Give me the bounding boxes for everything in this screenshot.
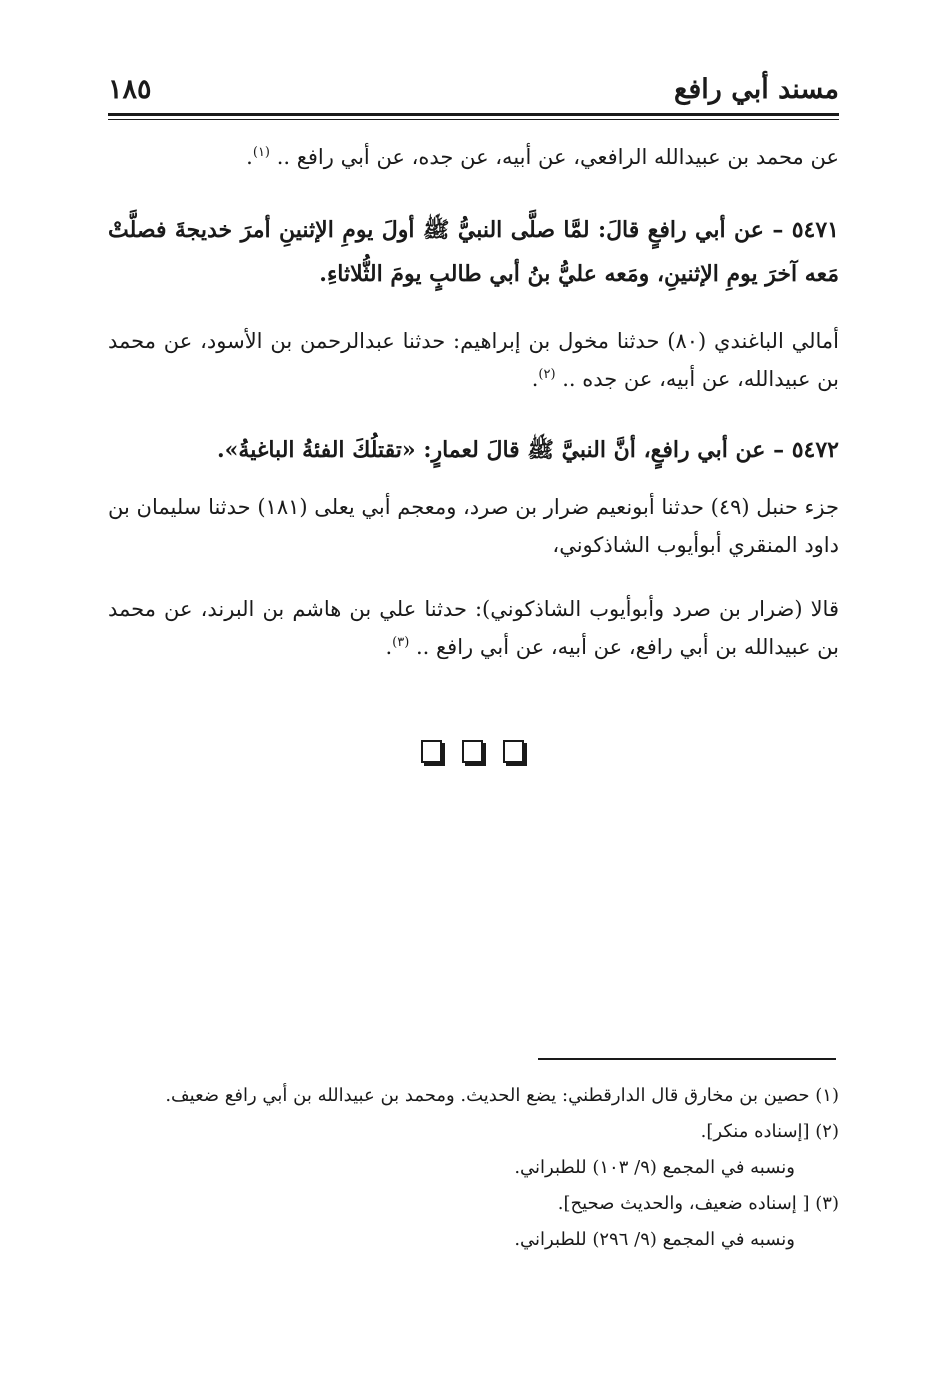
footnote-divider <box>538 1058 836 1060</box>
separator-box-icon <box>503 740 524 763</box>
footnotes <box>108 1078 839 1258</box>
hadith-5472: ٥٤٧٢ – عن أبي رافعٍ، أنَّ النبيَّ ﷺ قالَ لعمارٍ: «تقتلُكَ الفئةُ الباغيةُ». <box>217 437 839 463</box>
isnad-paragraph-4 <box>108 590 839 666</box>
paragraph-text: قالا (ضرار بن صرد وأبوأيوب الشاذكوني): حدثنا علي بن هاشم بن البرند، عن محمد بن عبيدالله بن أبي رافع، عن أبيه، عن أبي رافع .. <box>108 597 839 659</box>
paragraph-end: . <box>385 635 393 659</box>
footnote-3: (٣) [ إسناده ضعيف، والحديث صحيح]. <box>557 1193 839 1214</box>
separator-box-icon <box>421 740 442 763</box>
page-header <box>108 74 839 112</box>
hadith-5471: ٥٤٧١ – عن أبي رافعٍ قالَ: لمَّا صلَّى النبيُّ ﷺ أولَ يومِ الإثنينِ أمرَ خديجةَ فصلَّتْ مَعه آخرَ يومِ الإثنينِ، ومَعه عليُّ بنُ أبي طالبٍ يومَ الثُّلاثاءِ. <box>108 217 839 287</box>
paragraph-text: أمالي الباغندي (٨٠) حدثنا مخول بن إبراهيم: حدثنا عبدالرحمن بن الأسود، عن محمد بن عبيدالله، عن أبيه، عن جده .. <box>108 329 839 391</box>
isnad-paragraph-3: جزء حنبل (٤٩) حدثنا أبونعيم ضرار بن صرد، ومعجم أبي يعلى (١٨١) حدثنا سليمان بن داود المنقري أبوأيوب الشاذكوني، <box>108 495 840 557</box>
page-number: ١٨٥ <box>108 74 152 105</box>
footnote-ref-2[interactable]: (٢) <box>538 367 556 382</box>
footnote-2: (٢) [إسناده منكر]. <box>700 1121 839 1142</box>
footnote-1: (١) حصين بن مخارق قال الدارقطني: يضع الحديث. ومحمد بن عبيدالله بن أبي رافع ضعيف. <box>165 1085 839 1106</box>
section-separator <box>0 740 945 766</box>
footnote-2-source: ونسبه في المجمع (٩/ ١٠٣) للطبراني. <box>514 1157 795 1178</box>
header-rule-thick <box>108 113 839 116</box>
footnote-ref-1[interactable]: (١) <box>252 145 270 160</box>
header-rule-thin <box>108 119 839 120</box>
isnad-paragraph-2 <box>108 322 839 398</box>
running-title: مسند أبي رافع <box>673 74 839 105</box>
isnad-paragraph-1 <box>108 138 839 176</box>
footnote-3-source: ونسبه في المجمع (٩/ ٢٩٦) للطبراني. <box>514 1229 795 1250</box>
paragraph-end: . <box>246 145 253 169</box>
separator-box-icon <box>462 740 483 763</box>
paragraph-end: . <box>531 367 539 391</box>
footnote-ref-3[interactable]: (٣) <box>392 635 410 650</box>
paragraph-text: عن محمد بن عبيدالله الرافعي، عن أبيه، عن جده، عن أبي رافع .. <box>276 145 839 169</box>
